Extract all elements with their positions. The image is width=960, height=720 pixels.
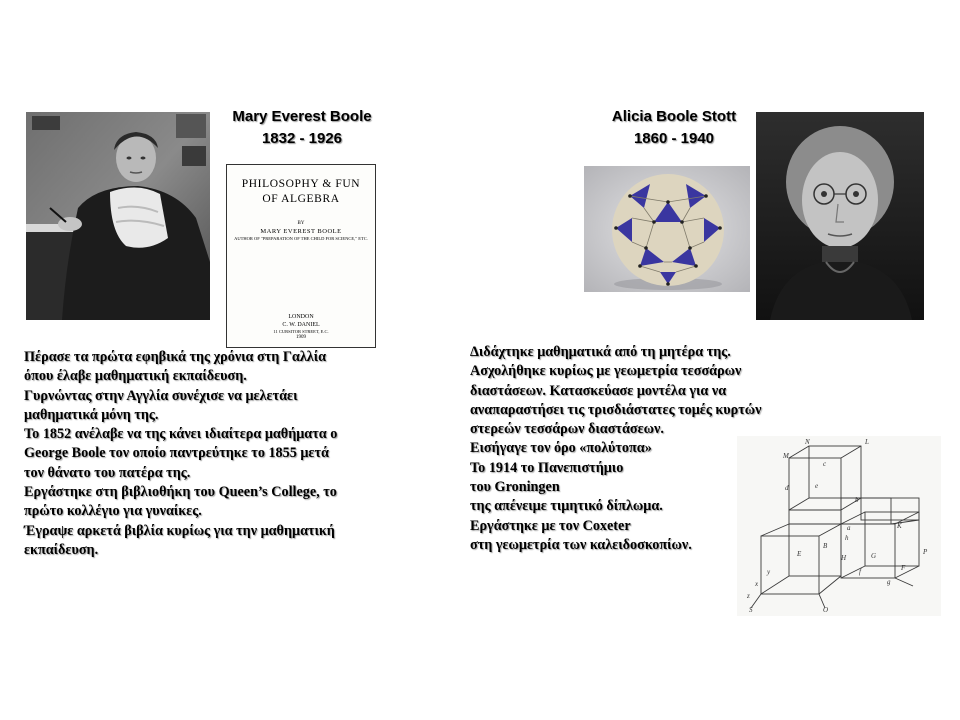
bio-line: Πέρασε τα πρώτα εφηβικά της χρόνια στη Γαλλία (24, 349, 327, 365)
bio-line: Διδάχτηκε μαθηματικά από τη μητέρα της. (470, 344, 731, 360)
mary-boole-years: 1832 - 1926 (261, 130, 343, 147)
bio-line: μαθηματικά μόνη της. (24, 406, 159, 423)
bio-line: Έγραψε αρκετά βιβλία κυρίως για την μαθηματική (24, 522, 335, 539)
bio-line: Το 1914 το Πανεπιστήμιο (470, 459, 624, 476)
book-title-line2: OF ALGEBRA (262, 193, 340, 205)
bio-line: Γυρνώντας στην Αγγλία συνέχισε να μελετάει (24, 387, 298, 404)
diagram-vertex-label: H (841, 554, 847, 562)
book-title-line1: PHILOSOPHY & FUN (241, 178, 361, 190)
diagram-vertex-label: a (847, 524, 851, 532)
bio-line: Εισήγαγε τον όρο «πολύτοπα» (470, 440, 652, 457)
bio-line: του Groningen (470, 479, 560, 496)
mary-boole-portrait (26, 112, 210, 320)
four-dimensional-cube-diagram (737, 436, 941, 616)
bio-line: George Boole τον οποίο παντρεύτηκε το 1855 μετά (24, 445, 329, 462)
alicia-stott-name: Alicia Boole Stott (611, 108, 737, 125)
alicia-stott-heading (590, 106, 758, 150)
bio-line: Το 1852 ανέλαβε να της κάνει ιδιαίτερα μαθήματα ο (24, 426, 338, 443)
diagram-vertex-label: h (845, 534, 849, 542)
diagram-vertex-label: g (887, 578, 891, 586)
book-year: 1909 (296, 335, 306, 340)
book-by: BY (297, 221, 305, 226)
diagram-vertex-label: B (823, 542, 828, 550)
diagram-vertex-label: P (923, 548, 928, 556)
book-author: MARY EVEREST BOOLE (260, 228, 342, 235)
book-address: 11 CURSITOR STREET, E.C. (273, 329, 329, 334)
bio-line: όπου έλαβε μαθηματική εκπαίδευση. (24, 368, 247, 385)
bio-line: αναπαραστήσει τις τρισδιάστατες τομές κυρτών (470, 401, 762, 418)
bio-line: της απένειμε τιμητικό δίπλωμα. (470, 498, 663, 515)
mary-boole-bio (24, 348, 424, 560)
diagram-vertex-label: y (767, 568, 771, 576)
diagram-vertex-label: d (785, 484, 789, 492)
diagram-vertex-label: M (783, 452, 789, 460)
bio-line: εκπαίδευση. (24, 541, 99, 558)
diagram-vertex-label: c (823, 460, 827, 468)
bio-line: πρώτο κολλέγιο για γυναίκες. (24, 503, 202, 520)
bio-line: διαστάσεων. Κατασκεύασε μοντέλα για να (470, 382, 727, 399)
book-author-note: AUTHOR OF "PREPARATION OF THE CHILD FOR SCIENCE," ETC. (234, 236, 368, 241)
diagram-vertex-label: z (747, 592, 750, 600)
diagram-vertex-label: f (859, 568, 861, 576)
bio-line: Εργάστηκε με τον Coxeter (470, 517, 631, 534)
diagram-vertex-label: N (805, 438, 810, 446)
alicia-stott-portrait (756, 112, 924, 320)
book-city: LONDON (288, 314, 314, 320)
philosophy-fun-algebra-cover (226, 164, 376, 348)
diagram-vertex-label: G (871, 552, 877, 560)
diagram-vertex-label: K (897, 522, 902, 530)
bio-line: στη γεωμετρία των καλειδοσκοπίων. (470, 536, 692, 553)
bio-line: Εργάστηκε στη βιβλιοθήκη του Queen’s College, το (24, 484, 337, 501)
diagram-vertex-label: e (815, 482, 819, 490)
diagram-vertex-label: E (797, 550, 802, 558)
diagram-vertex-label: F (901, 564, 906, 572)
diagram-vertex-label: x (755, 580, 759, 588)
alicia-stott-years: 1860 - 1940 (633, 130, 715, 147)
mary-boole-heading (218, 106, 386, 150)
diagram-vertex-label: O (823, 606, 829, 614)
diagram-vertex-label: S (749, 606, 753, 614)
bio-line: Ασχολήθηκε κυρίως με γεωμετρία τεσσάρων (470, 363, 742, 380)
bio-line: τον θάνατο του πατέρα της. (24, 464, 191, 481)
diagram-vertex-label: L (865, 438, 869, 446)
book-publisher: C. W. DANIEL (282, 322, 320, 328)
diagram-vertex-label: b (855, 496, 859, 504)
polytope-model-photo (584, 166, 750, 292)
bio-line: στερεών τεσσάρων διαστάσεων. (470, 421, 664, 438)
mary-boole-name: Mary Everest Boole (232, 108, 372, 125)
